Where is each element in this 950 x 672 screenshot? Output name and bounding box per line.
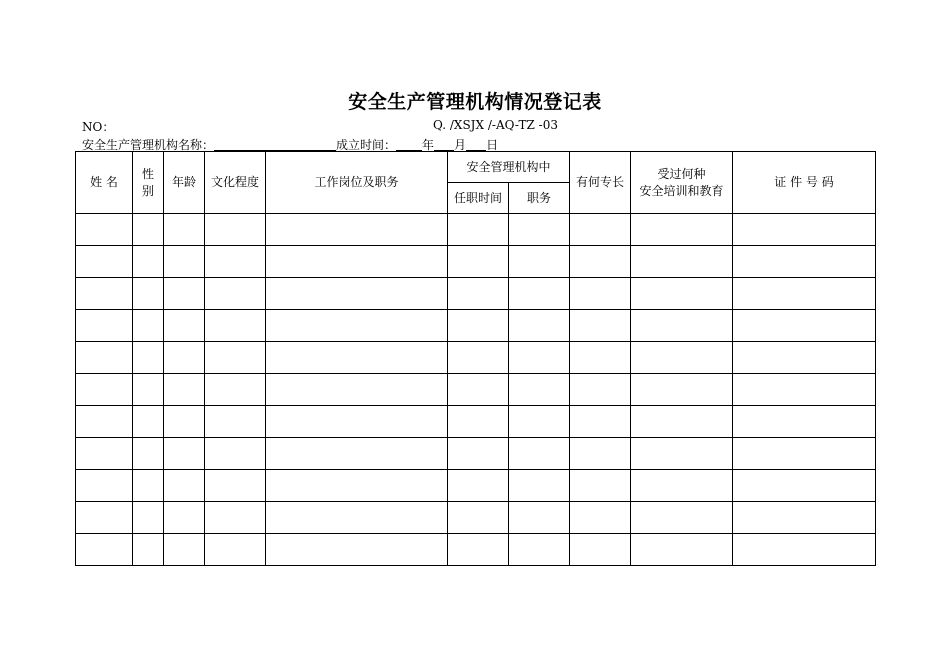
col-training-label-2: 安全培训和教育 bbox=[639, 183, 724, 198]
table-cell[interactable] bbox=[133, 406, 164, 438]
table-body bbox=[76, 214, 876, 566]
table-cell[interactable] bbox=[570, 374, 631, 406]
table-row bbox=[76, 534, 876, 566]
page-title: 安全生产管理机构情况登记表 bbox=[348, 91, 602, 113]
month-blank[interactable] bbox=[434, 138, 454, 151]
table-cell[interactable] bbox=[133, 310, 164, 342]
col-education bbox=[205, 152, 266, 214]
table-cell[interactable] bbox=[509, 214, 570, 246]
col-safety-org-label: 安全管理机构中 bbox=[466, 159, 551, 174]
col-age-label: 年龄 bbox=[171, 175, 196, 189]
col-cert-label: 证 件 号 码 bbox=[774, 175, 834, 189]
table-cell[interactable] bbox=[509, 438, 570, 470]
table-cell[interactable] bbox=[266, 470, 448, 502]
org-name-blank[interactable] bbox=[214, 138, 336, 151]
table-cell[interactable] bbox=[133, 342, 164, 374]
table-cell[interactable] bbox=[133, 214, 164, 246]
col-training-label-1: 受过何种 bbox=[657, 166, 706, 181]
table-cell[interactable] bbox=[164, 470, 205, 502]
table-cell[interactable] bbox=[631, 342, 733, 374]
table-cell[interactable] bbox=[76, 502, 133, 534]
col-specialty-label: 有何专长 bbox=[576, 175, 625, 189]
table-cell[interactable] bbox=[509, 406, 570, 438]
table-cell[interactable] bbox=[164, 438, 205, 470]
table-cell[interactable] bbox=[205, 470, 266, 502]
table-cell[interactable] bbox=[509, 470, 570, 502]
table-cell[interactable] bbox=[570, 438, 631, 470]
table-cell[interactable] bbox=[76, 374, 133, 406]
col-tenure-label: 任职时间 bbox=[453, 190, 502, 205]
table-cell[interactable] bbox=[205, 342, 266, 374]
table-cell[interactable] bbox=[76, 246, 133, 278]
table-cell[interactable] bbox=[631, 214, 733, 246]
table-cell[interactable] bbox=[205, 374, 266, 406]
table-cell[interactable] bbox=[509, 310, 570, 342]
table-cell[interactable] bbox=[448, 246, 509, 278]
table-cell[interactable] bbox=[133, 470, 164, 502]
table-cell[interactable] bbox=[631, 406, 733, 438]
table-cell[interactable] bbox=[733, 534, 876, 566]
table-cell[interactable] bbox=[266, 406, 448, 438]
table-cell[interactable] bbox=[733, 406, 876, 438]
table-row bbox=[76, 246, 876, 278]
table-cell[interactable] bbox=[205, 310, 266, 342]
table-cell[interactable] bbox=[164, 246, 205, 278]
table-cell[interactable] bbox=[164, 406, 205, 438]
year-blank[interactable] bbox=[396, 138, 422, 151]
table-cell[interactable] bbox=[205, 278, 266, 310]
table-row bbox=[76, 342, 876, 374]
table-cell[interactable] bbox=[164, 342, 205, 374]
table-cell[interactable] bbox=[733, 310, 876, 342]
table-cell[interactable] bbox=[631, 438, 733, 470]
table-cell[interactable] bbox=[509, 278, 570, 310]
header-row bbox=[76, 152, 876, 183]
registration-table bbox=[75, 151, 876, 566]
table-cell[interactable] bbox=[448, 374, 509, 406]
table-cell[interactable] bbox=[509, 534, 570, 566]
table-cell[interactable] bbox=[631, 470, 733, 502]
year-label: 年 bbox=[422, 138, 435, 152]
table-cell[interactable] bbox=[448, 310, 509, 342]
table-cell[interactable] bbox=[448, 406, 509, 438]
col-name bbox=[76, 152, 133, 214]
table-cell[interactable] bbox=[266, 310, 448, 342]
col-duty-label: 职务 bbox=[527, 190, 552, 205]
table-cell[interactable] bbox=[448, 278, 509, 310]
table-cell[interactable] bbox=[266, 374, 448, 406]
table-cell[interactable] bbox=[570, 310, 631, 342]
table-cell[interactable] bbox=[570, 502, 631, 534]
table-cell[interactable] bbox=[133, 502, 164, 534]
table-cell[interactable] bbox=[631, 534, 733, 566]
table-cell[interactable] bbox=[164, 310, 205, 342]
col-name-label: 姓 名 bbox=[90, 175, 118, 189]
table-row bbox=[76, 438, 876, 470]
table-cell[interactable] bbox=[631, 310, 733, 342]
day-blank[interactable] bbox=[466, 138, 486, 151]
table-cell[interactable] bbox=[448, 534, 509, 566]
day-label: 日 bbox=[486, 138, 499, 152]
table-cell[interactable] bbox=[631, 278, 733, 310]
table-cell[interactable] bbox=[164, 534, 205, 566]
table-cell[interactable] bbox=[76, 342, 133, 374]
table-cell[interactable] bbox=[448, 470, 509, 502]
col-cert bbox=[733, 152, 876, 214]
table-row bbox=[76, 374, 876, 406]
table-cell[interactable] bbox=[76, 214, 133, 246]
table-cell[interactable] bbox=[570, 470, 631, 502]
table-cell[interactable] bbox=[448, 342, 509, 374]
table-cell[interactable] bbox=[733, 214, 876, 246]
table-cell[interactable] bbox=[133, 374, 164, 406]
col-gender-label-2: 别 bbox=[141, 183, 154, 198]
table-cell[interactable] bbox=[76, 470, 133, 502]
table-cell[interactable] bbox=[733, 438, 876, 470]
table-cell[interactable] bbox=[133, 278, 164, 310]
table-cell[interactable] bbox=[448, 214, 509, 246]
table-cell[interactable] bbox=[733, 374, 876, 406]
table-row bbox=[76, 406, 876, 438]
org-name-label: 安全生产管理机构名称： bbox=[82, 138, 215, 152]
col-gender-label-1: 性 bbox=[141, 166, 154, 181]
table-cell[interactable] bbox=[76, 438, 133, 470]
table-row bbox=[76, 502, 876, 534]
table-row bbox=[76, 470, 876, 502]
table-cell[interactable] bbox=[733, 470, 876, 502]
col-training bbox=[631, 152, 733, 214]
table-cell[interactable] bbox=[509, 374, 570, 406]
table-cell[interactable] bbox=[266, 278, 448, 310]
col-education-label: 文化程度 bbox=[210, 175, 259, 189]
col-position bbox=[266, 152, 448, 214]
table-row bbox=[76, 214, 876, 246]
table-cell[interactable] bbox=[266, 214, 448, 246]
col-tenure bbox=[448, 183, 509, 214]
table-cell[interactable] bbox=[266, 502, 448, 534]
col-position-label: 工作岗位及职务 bbox=[314, 175, 399, 189]
table-row bbox=[76, 310, 876, 342]
table-cell[interactable] bbox=[448, 438, 509, 470]
table-cell[interactable] bbox=[205, 502, 266, 534]
table-cell[interactable] bbox=[570, 214, 631, 246]
table-cell[interactable] bbox=[205, 214, 266, 246]
col-gender bbox=[133, 152, 164, 214]
table-cell[interactable] bbox=[733, 342, 876, 374]
table-cell[interactable] bbox=[570, 246, 631, 278]
table-cell[interactable] bbox=[164, 278, 205, 310]
table-cell[interactable] bbox=[266, 342, 448, 374]
table-cell[interactable] bbox=[133, 534, 164, 566]
table-cell[interactable] bbox=[133, 438, 164, 470]
table-cell[interactable] bbox=[570, 406, 631, 438]
table-cell[interactable] bbox=[570, 342, 631, 374]
col-safety-org bbox=[448, 152, 570, 183]
table-cell[interactable] bbox=[266, 534, 448, 566]
table-cell[interactable] bbox=[733, 502, 876, 534]
table-cell[interactable] bbox=[570, 278, 631, 310]
table-cell[interactable] bbox=[205, 438, 266, 470]
table-cell[interactable] bbox=[164, 214, 205, 246]
table-cell[interactable] bbox=[164, 374, 205, 406]
table-cell[interactable] bbox=[631, 374, 733, 406]
table-cell[interactable] bbox=[733, 278, 876, 310]
table-cell[interactable] bbox=[570, 534, 631, 566]
table-cell[interactable] bbox=[733, 246, 876, 278]
form-code: Q. /XSJX /-AQ-TZ -03 bbox=[433, 118, 558, 132]
table-cell[interactable] bbox=[448, 502, 509, 534]
no-label: NO： bbox=[82, 120, 115, 134]
table-cell[interactable] bbox=[631, 502, 733, 534]
table-cell[interactable] bbox=[205, 534, 266, 566]
table-row bbox=[76, 278, 876, 310]
table-cell[interactable] bbox=[205, 246, 266, 278]
table-cell[interactable] bbox=[76, 310, 133, 342]
table-cell[interactable] bbox=[164, 502, 205, 534]
table-cell[interactable] bbox=[76, 406, 133, 438]
table-cell[interactable] bbox=[509, 342, 570, 374]
table-cell[interactable] bbox=[509, 246, 570, 278]
table-cell[interactable] bbox=[76, 534, 133, 566]
month-label: 月 bbox=[454, 138, 467, 152]
col-duty bbox=[509, 183, 570, 214]
table-cell[interactable] bbox=[266, 246, 448, 278]
table-cell[interactable] bbox=[205, 406, 266, 438]
col-age bbox=[164, 152, 205, 214]
col-specialty bbox=[570, 152, 631, 214]
table-cell[interactable] bbox=[76, 278, 133, 310]
established-label: 成立时间： bbox=[336, 138, 397, 152]
table-cell[interactable] bbox=[509, 502, 570, 534]
table-cell[interactable] bbox=[631, 246, 733, 278]
table-cell[interactable] bbox=[133, 246, 164, 278]
table-cell[interactable] bbox=[266, 438, 448, 470]
